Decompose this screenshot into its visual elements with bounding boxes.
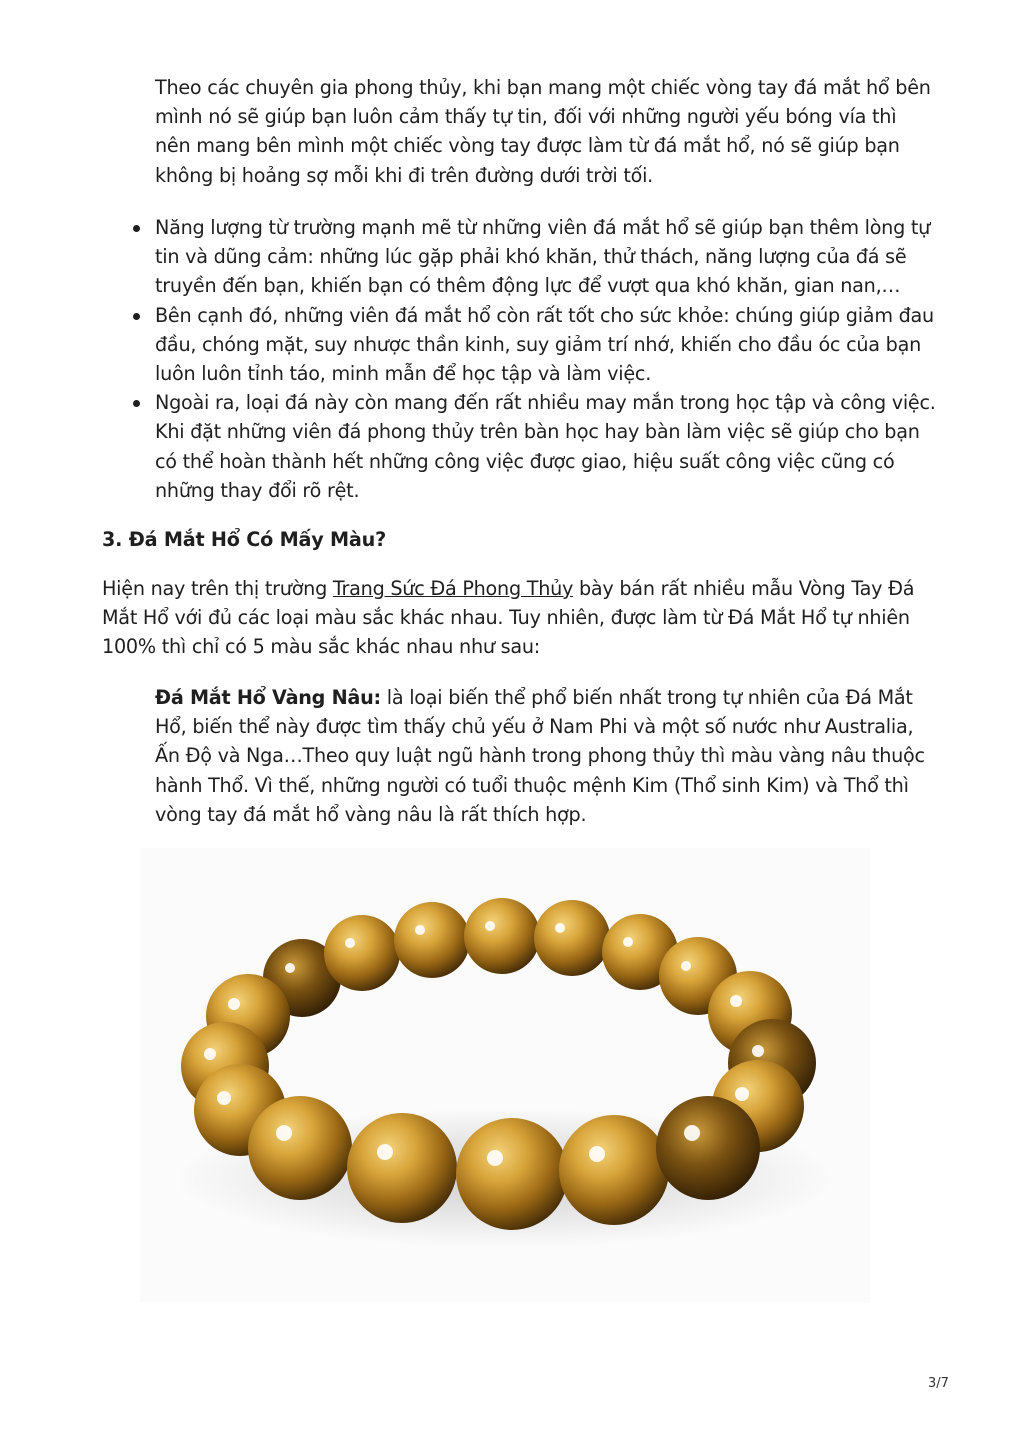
list-item-text: Bên cạnh đó, những viên đá mắt hổ còn rất tốt cho sức khỏe: chúng giúp giảm đau đầu, chóng mặt, suy nhược thần kinh, suy giảm trí nhớ, khiến cho đầu óc của bạn luôn luôn tỉnh táo, minh mẫn để học tập và làm việc. xyxy=(155,303,934,386)
bullet-dot-icon xyxy=(133,400,140,407)
tiger-eye-bracelet-photo xyxy=(140,848,870,1303)
section-intro-before-link: Hiện nay trên thị trường xyxy=(102,577,333,600)
jewelry-store-link[interactable]: Trang Sức Đá Phong Thủy xyxy=(332,577,574,600)
color-item-paragraph xyxy=(155,683,935,829)
section-heading: 3. Đá Mắt Hổ Có Mấy Màu? xyxy=(102,528,387,551)
page-number: 3/7 xyxy=(928,1376,949,1391)
list-item xyxy=(155,213,945,301)
list-item-text: Năng lượng từ trường mạnh mẽ từ những viên đá mắt hổ sẽ giúp bạn thêm lòng tự tin và dũng cảm: những lúc gặp phải khó khăn, thử thách, năng lượng của đá sẽ truyền đến bạn, khiến bạn có thêm động lực để vượt qua khó khăn, gian nan,… xyxy=(155,216,931,298)
section-intro-after-link: bày bán rất nhiều mẫu Vòng Tay Đá Mắt Hổ với đủ các loại màu sắc khác nhau. Tuy nhiên, được làm từ Đá Mắt Hổ tự nhiên 100% thì chỉ có 5 màu sắc khác nhau như sau: xyxy=(102,577,915,659)
color-item-term: Đá Mắt Hổ Vàng Nâu: xyxy=(155,686,381,709)
list-item xyxy=(155,388,945,505)
section-intro-paragraph xyxy=(102,574,932,662)
list-item-text: Ngoài ra, loại đá này còn mang đến rất nhiều may mắn trong học tập và công việc. Khi đặt những viên đá phong thủy trên bàn học hay bàn làm việc sẽ giúp cho bạn có thể hoàn thành hết những công việc được giao, hiệu suất công việc cũng có những thay đổi rõ rệt. xyxy=(155,391,936,502)
bullet-dot-icon xyxy=(133,225,140,232)
list-item xyxy=(155,301,945,389)
bullet-dot-icon xyxy=(133,313,140,320)
intro-paragraph: Theo các chuyên gia phong thủy, khi bạn mang một chiếc vòng tay đá mắt hổ bên mình nó sẽ giúp bạn luôn cảm thấy tự tin, đối với những người yếu bóng vía thì nên mang bên mình một chiếc vòng tay được làm từ đá mắt hổ, nó sẽ giúp bạn không bị hoảng sợ mỗi khi đi trên đường dưới trời tối. xyxy=(155,76,931,187)
color-item-description: là loại biến thể phổ biến nhất trong tự nhiên của Đá Mắt Hổ, biến thể này được tìm thấy chủ yếu ở Nam Phi và một số nước như Australia, Ấn Độ và Nga…Theo quy luật ngũ hành trong phong thủy thì màu vàng nâu thuộc hành Thổ. Vì thế, những người có tuổi thuộc mệnh Kim (Thổ sinh Kim) và Thổ thì vòng tay đá mắt hổ vàng nâu là rất thích hợp. xyxy=(155,686,925,826)
benefits-list xyxy=(155,213,945,505)
